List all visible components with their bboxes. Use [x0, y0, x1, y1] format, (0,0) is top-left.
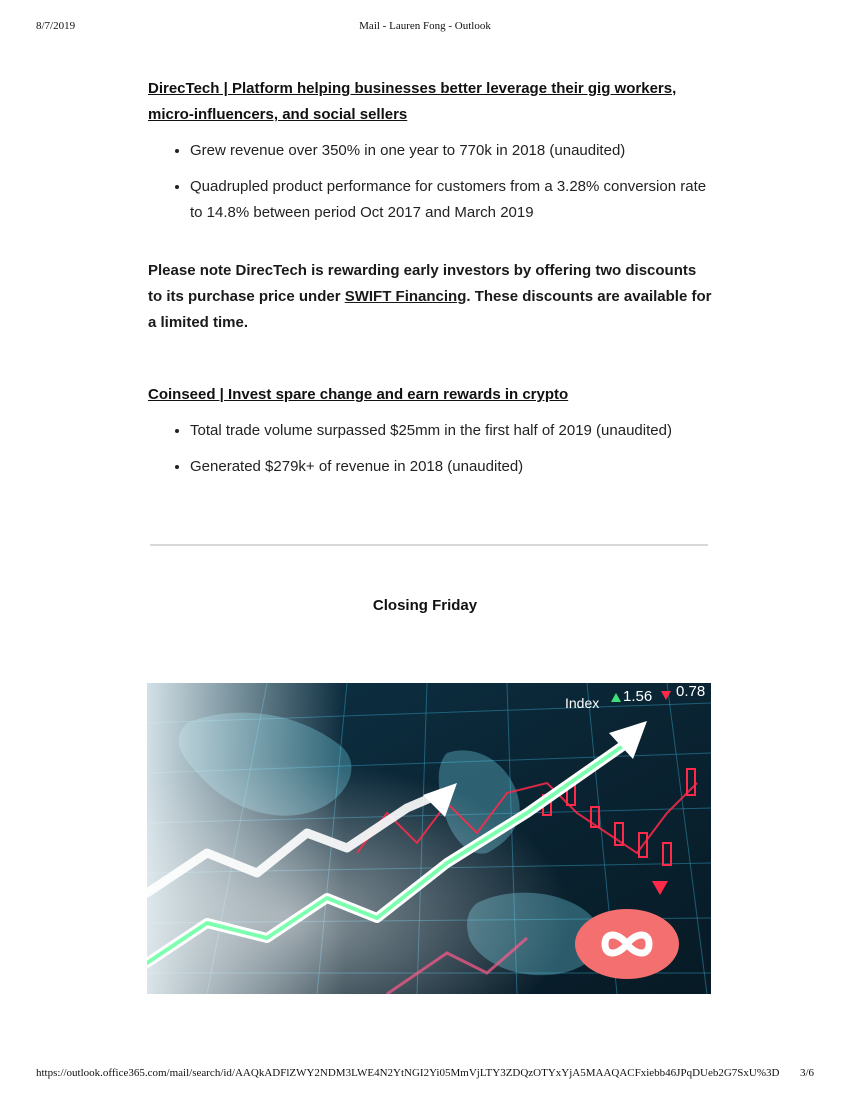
index-up-value: 1.56: [623, 688, 653, 705]
list-item: • Grew revenue over 350% in one year to 770k in 2018 (unaudited): [190, 138, 714, 164]
print-page-number: 3/6: [799, 1067, 814, 1079]
market-chart-image: [147, 683, 711, 994]
swift-financing-link[interactable]: SWIFT Financing: [344, 288, 467, 305]
print-date: 8/7/2019: [36, 20, 76, 32]
section-directech: [148, 76, 714, 236]
section-divider: [150, 544, 708, 546]
note-text-before: Please note DirecTech is rewarding early investors by offering two discounts to its purchase price under: [148, 262, 697, 305]
section-coinseed: [148, 382, 714, 490]
note-text-after: . These discounts are available for a limited time.: [148, 288, 712, 331]
closing-title: Closing Friday: [372, 597, 478, 614]
coinseed-logo-badge: [575, 909, 679, 979]
discount-note: [148, 258, 714, 336]
list-item: • Total trade volume surpassed $25mm in the first half of 2019 (unaudited): [190, 418, 714, 444]
print-footer-url: https://outlook.office365.com/mail/search/id/AAQkADFlZWY2NDM3LWE4N2YtNGI2Yi05MmVjLTY3ZDQzOTYxYjA5MAAQACFxiebb46JPqDUeb2G7SxU%3D: [36, 1067, 780, 1079]
infinity-icon: [575, 909, 679, 979]
print-title: Mail - Lauren Fong - Outlook: [359, 20, 491, 32]
directech-bullets: [148, 138, 714, 226]
coinseed-heading-link[interactable]: Coinseed | Invest spare change and earn rewards in crypto: [148, 386, 569, 403]
list-item: • Quadrupled product performance for customers from a 3.28% conversion rate to 14.8% between period Oct 2017 and March 2019: [190, 174, 714, 226]
index-label: Index: [565, 695, 600, 711]
index-up-arrow-icon: [611, 693, 621, 702]
directech-heading-link[interactable]: DirecTech | Platform helping businesses better leverage their gig workers, micro-influencers, and social sellers: [148, 80, 677, 123]
index-down-value: 0.78: [676, 683, 706, 700]
coinseed-bullets: [148, 418, 714, 480]
list-item: • Generated $279k+ of revenue in 2018 (unaudited): [190, 454, 714, 480]
index-down-arrow-icon: [661, 691, 671, 700]
